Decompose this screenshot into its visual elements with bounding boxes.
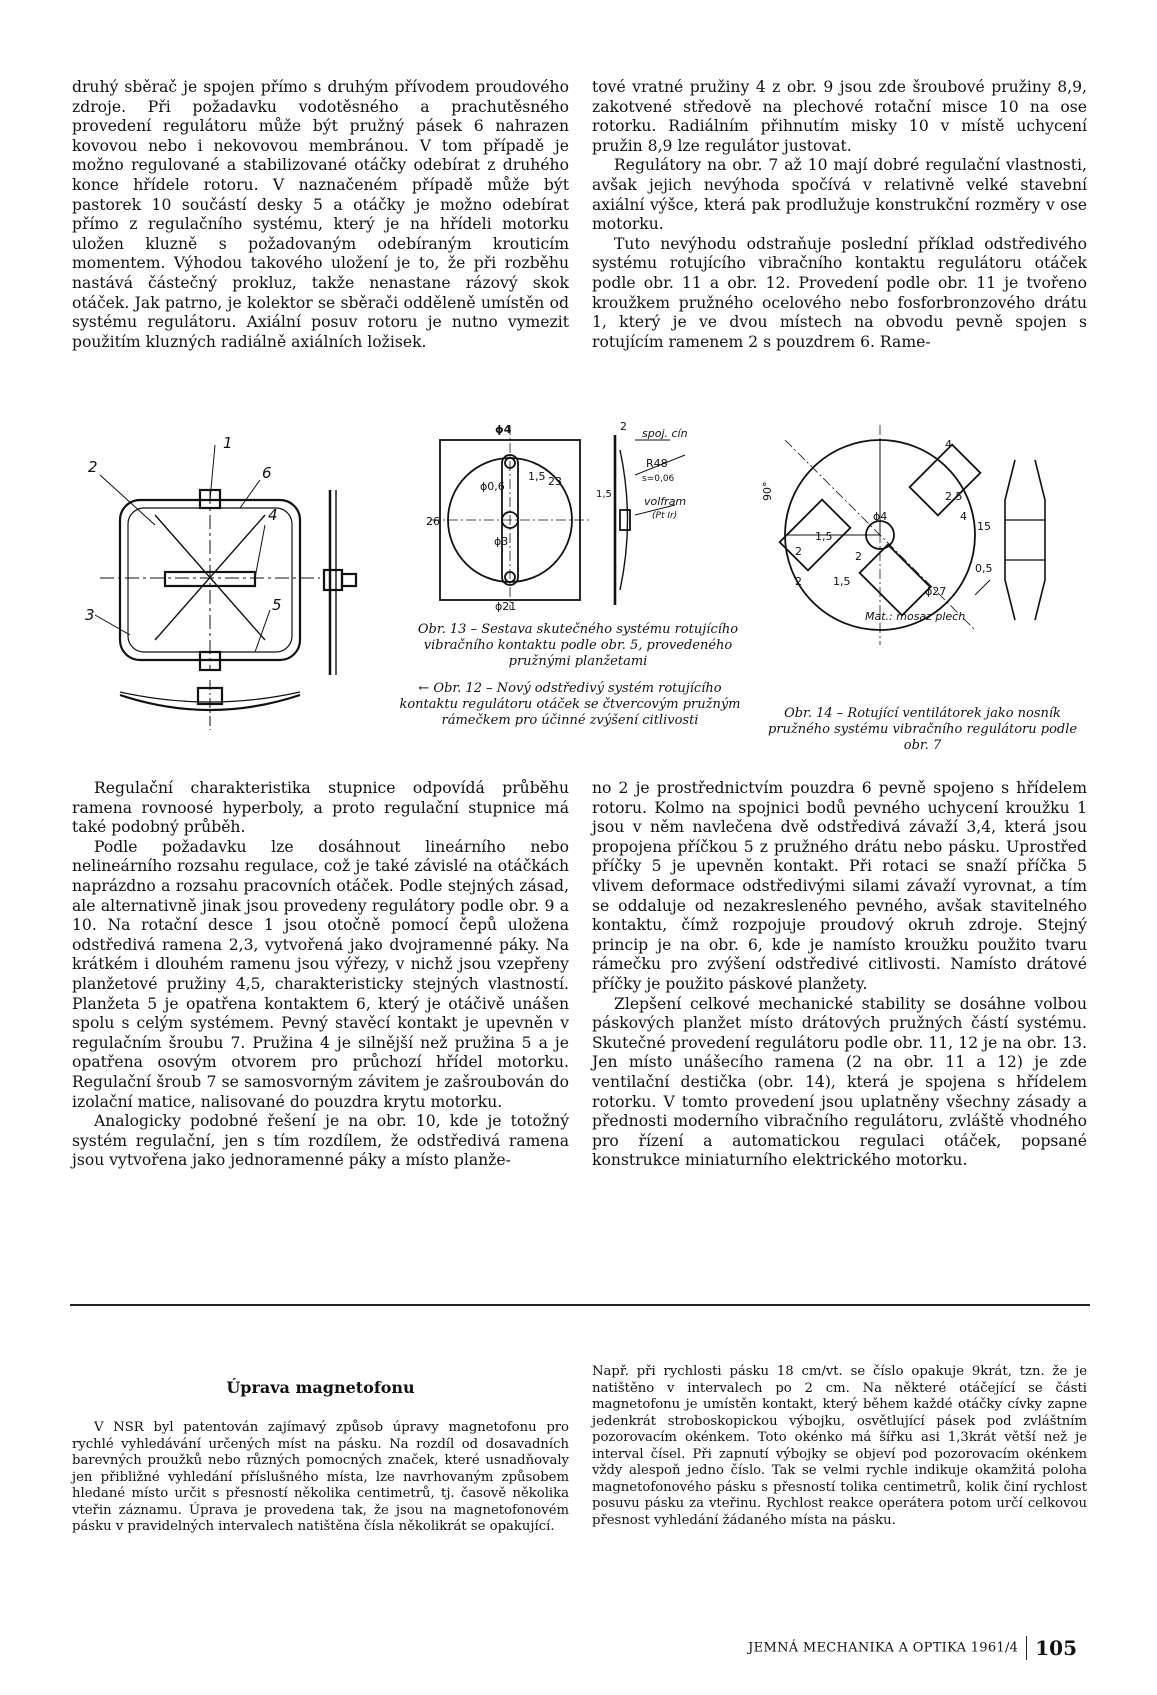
label-26: 26 xyxy=(426,515,440,528)
note-column-left xyxy=(72,1420,569,1536)
label-2: 2 xyxy=(88,458,98,476)
body-column-middle-right xyxy=(592,779,1087,1171)
figure-13-drawing xyxy=(420,415,760,615)
paragraph: no 2 je prostřednictvím pouzdra 6 pevně spojeno s hřídelem rotoru. Kolmo na spojnici bodů pevného uchycení kroužku 1 jsou v něm navlečena dvě odstředivá závaží 3,4, která jsou propojena příčkou 5 z pružného drátu nebo pásku. Uprostřed příčky 5 je upevněn kontakt. Při rotaci se snaží příčka 5 vlivem deformace odstředivými silami závaží vyrovnat, a tím se oddaluje od nezakresleného pevného, avšak stavitelného kontaktu, čímž rozpojuje proudový okruh zdroje. Stejný princip je na obr. 6, kde je namísto kroužku použito tvaru rámečku pro zvýšení odstředivé citlivosti. Namísto drátové příčky je použito páskové planžety. xyxy=(592,779,1087,993)
label-phi27: ϕ27 xyxy=(925,585,947,598)
paragraph: druhý sběrač je spojen přímo s druhým přívodem proudového zdroje. Při požadavku vodotěsného a prachutěsného provedení regulátoru může být pružný pásek 6 nahrazen kovovou nebo i nekovovou membránou. V tom případě je možno regulované a stabilizované otáčky odebírat z druhého konce hřídele rotoru. V naznačeném případě může být pastorek 10 součástí desky 5 a otáčky je možno odebírat přímo z regulačního systému, který je na hřídeli motorku uložen kluzně s požadovaným odebíraným krouticím momentem. Výhodou takového uložení je to, že při rozběhu nastává částečný prokluz, takže nenastane rázový skok otáček. Jak patrno, je kolektor se sběrači odděleně umístěn od systému regulátoru. Axiální posuv rotoru je nutno vymezit použitím kluzných radiálně axiálních ložisek. xyxy=(72,78,569,351)
label-4-a: 4 xyxy=(960,510,967,523)
figure-13-caption: Obr. 13 – Sestava skutečného systému rotujícího vibračního kontaktu podle obr. 5, provedeného pružnými planžetami xyxy=(417,622,739,669)
label-phi06: ϕ0,6 xyxy=(480,480,505,493)
paragraph: Podle požadavku lze dosáhnout lineárního nebo nelineárního rozsahu regulace, což je také závislé na otáčkách naprázdno a rozsahu pracovních otáček. Podle stejných zásad, ale alternativně jinak jsou provedeny regulátory podle obr. 9 a 10. Na rotační desce 1 jsou otočně pomocí čepů uložena odstředivá ramena 2,3, vytvořená jako dvojramenné páky. Na krátkém i dlouhém ramenu jsou výřezy, v nichž jsou vzepřeny planžetové pružiny 4,5, charakteristicky stejných vlastností. Planžeta 5 je opatřena kontaktem 6, který je otáčivě unášen spolu s celým systémem. Pevný stavěcí kontakt je upevněn v regulačním šroubu 7. Pružina 4 je silnější než pružina 5 a je opatřena osovým otvorem pro průchozí hřídel motorku. Regulační šroub 7 se samosvorným závitem je zašroubován do izolační matice, nalisované do pouzdra krytu motorku. xyxy=(72,837,569,1111)
paragraph: Regulační charakteristika stupnice odpovídá průběhu ramena rovnoosé hyperboly, a proto regulační stupnice má také podobný průběh. xyxy=(72,779,569,837)
label-2-b: 2 xyxy=(795,575,802,588)
label-15-c: 15 xyxy=(977,520,991,533)
note-title: Úprava magnetofonu xyxy=(226,1378,415,1397)
body-column-top-right xyxy=(592,78,1087,352)
label-90deg: 90° xyxy=(761,481,774,501)
label-6: 6 xyxy=(262,464,272,482)
label-pt-ir: (Pt Ir) xyxy=(652,511,678,521)
label-phi21: ϕ21 xyxy=(495,600,517,613)
figure-14-drawing xyxy=(761,420,1085,660)
label-15-b: 1,5 xyxy=(815,530,833,543)
figure-12-drawing xyxy=(80,430,420,750)
label-r48: R48 xyxy=(646,457,668,470)
label-2: 2 xyxy=(620,420,627,433)
body-column-middle-left xyxy=(72,779,569,1171)
label-5: 5 xyxy=(272,596,282,614)
paragraph: Např. při rychlosti pásku 18 cm/vt. se číslo opakuje 9krát, tzn. že je natištěno v intervalech po 2 cm. Na některé otáčející se části magnetofonu je umístěn kontakt, který během každé otáčky cívky zapne jedenkrát stroboskopickou výbojku, osvětlující pásek pod zvláštním pozorovacím okénkem. Toto okénko má šířku asi 1,3krát větší než je interval čísel. Při zapnutí výbojky se objeví pod pozorovacím okénkem vždy alespoň jedno číslo. Tak se velmi rychle indikuje okamžitá poloha magnetofonového pásku s přesností tolika centimetrů, kolik činí rychlost posuvu pásku za vteřinu. Rychlost reakce operátera potom určí celkovou přesnost vyhledání žádaného místa na pásku. xyxy=(592,1364,1087,1528)
paragraph: Zlepšení celkové mechanické stability se dosáhne volbou páskových planžet místo drátových pružných částí systému. Skutečné provedení regulátoru podle obr. 11, 12 je na obr. 13. Jen místo unášecího ramena (2 na obr. 11 a 12) je zde ventilační destička (obr. 14), která je spojena s hřídelem rotorku. V tomto provedení jsou uplatněny všechny zásady a přednosti moderního vibračního regulátoru, zvláště vhodného pro řízení a automatickou regulaci otáček, popsané konstrukce miniaturního elektrického motorku. xyxy=(592,994,1087,1170)
label-s006: s=0,06 xyxy=(642,474,675,484)
label-phi4: ϕ4 xyxy=(495,423,512,436)
label-spoj-cin: spoj. cín xyxy=(642,427,688,440)
label-25: 2,5 xyxy=(945,490,963,503)
label-1: 1 xyxy=(223,434,233,452)
journal-name: JEMNÁ MECHANIKA A OPTIKA 1961/4 xyxy=(748,1640,1019,1656)
paragraph: Tuto nevýhodu odstraňuje poslední příklad odstředivého systému rotujícího vibračního kontaktu regulátoru otáček podle obr. 11 a obr. 12. Provedení podle obr. 11 je tvořeno kroužkem pružného ocelového nebo fosforbronzového drátu 1, který je ve dvou místech na obvodu pevně spojen s rotujícím ramenem 2 s pouzdrem 6. Rame- xyxy=(592,234,1087,351)
label-4: 4 xyxy=(268,506,278,524)
label-15-a: 1,5 xyxy=(528,470,546,483)
figure-14-caption: Obr. 14 – Rotující ventilátorek jako nosník pružného systému vibračního regulátoru podle obr. 7 xyxy=(767,706,1078,753)
note-column-right xyxy=(592,1364,1087,1529)
page-number: 105 xyxy=(1035,1636,1077,1660)
paragraph: tové vratné pružiny 4 z obr. 9 jsou zde šroubové pružiny 8,9, zakotvené středově na plechové rotační misce 10 na ose rotorku. Radiálním přihnutím misky 10 v místě uchycení pružin 8,9 lze regulátor justovat. xyxy=(592,78,1087,155)
paragraph: Analogicky podobné řešení je na obr. 10, kde je totožný systém regulační, jen s tím rozdílem, že odstředivá ramena jsou vytvořena jako jednoramenné páky a místo planže- xyxy=(72,1112,569,1170)
label-4-b: 4 xyxy=(945,438,952,451)
label-15-a: 1,5 xyxy=(833,575,851,588)
label-15-b: 1,5 xyxy=(596,489,612,500)
page-footer xyxy=(748,1636,1077,1660)
paragraph: Regulátory na obr. 7 až 10 mají dobré regulační vlastnosti, avšak jejich nevýhoda spočívá v relativně velké stavební axiální výšce, která pak prodlužuje konstrukční rozměry v ose motorku. xyxy=(592,156,1087,234)
material-note: Mat.: mosaz plech xyxy=(865,610,966,623)
frame-inner xyxy=(128,508,292,652)
body-column-top-left xyxy=(72,78,569,352)
label-2-a: 2 xyxy=(795,545,802,558)
label-2-c: 2 xyxy=(855,550,862,563)
label-3: 3 xyxy=(85,606,95,624)
section-divider xyxy=(70,1304,1090,1306)
label-05: 0,5 xyxy=(975,562,993,575)
paragraph: V NSR byl patentován zajímavý způsob úpravy magnetofonu pro rychlé vyhledávání určených míst na pásku. Na rozdíl od dosavadních barevných proužků nebo různých pomocných značek, které usnadňovaly jen přibližné vyhledání příslušného místa, lze navrhovaným způsobem hledané místo určit s přesností několika centimetrů, tj. časově několika vteřin záznamu. Úprava je provedena tak, že jsou na magnetofonovém pásku v pravidelných intervalech natištěna čísla několikrát se opakující. xyxy=(72,1420,569,1534)
footer-divider xyxy=(1026,1636,1027,1660)
label-23: 23 xyxy=(548,475,562,488)
label-phi4: ϕ4 xyxy=(873,510,888,523)
label-volfram: volfram xyxy=(644,495,687,508)
figure-12-caption: ← Obr. 12 – Nový odstředivý systém rotujícího kontaktu regulátoru otáček se čtvercovým pružným rámečkem pro účinné zvýšení citlivosti xyxy=(399,681,741,728)
label-phi3: ϕ3 xyxy=(494,535,509,548)
